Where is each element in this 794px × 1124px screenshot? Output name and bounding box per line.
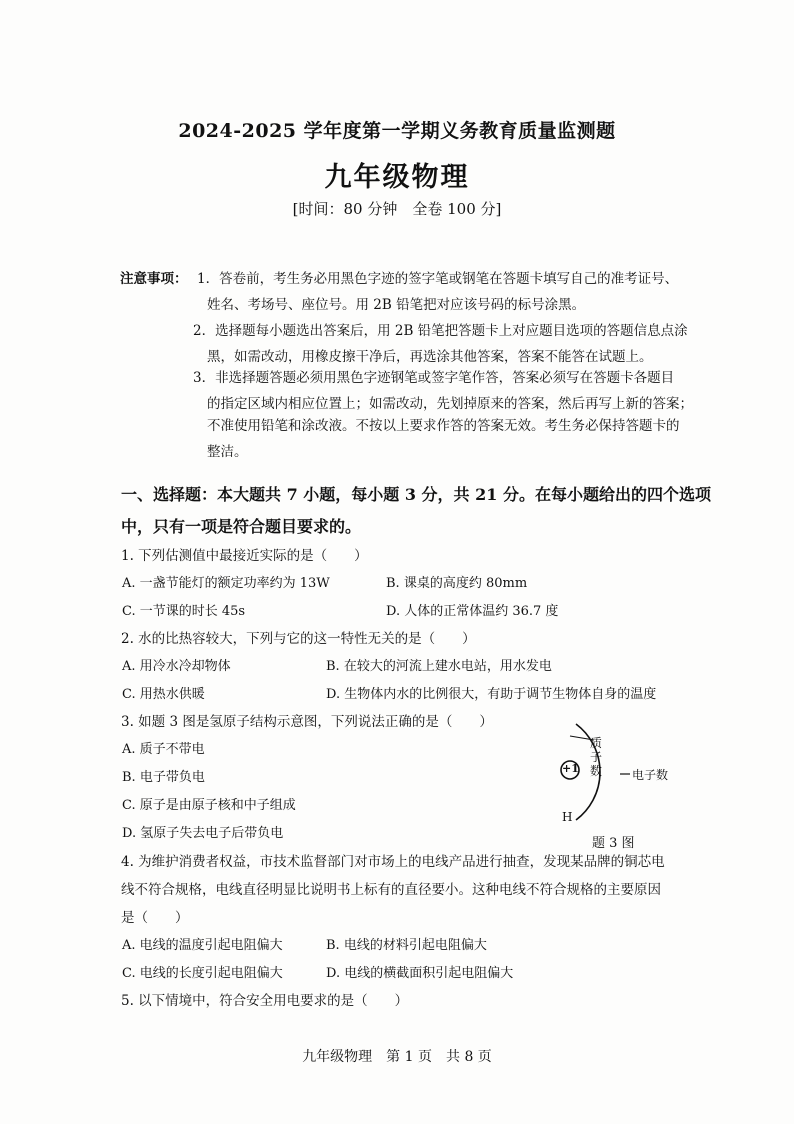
- question-1-option-d: D. 人体的正常体温约 36.7 度: [386, 604, 559, 619]
- question-4-option-d: D. 电线的横截面积引起电阻偏大: [326, 966, 514, 981]
- note-3-line-4: 整洁。: [207, 444, 248, 460]
- nucleus-charge: +1: [562, 762, 579, 775]
- electron-number-label: 电子数: [632, 768, 669, 782]
- question-1-stem: 1. 下列估测值中最接近实际的是（ ）: [121, 548, 368, 564]
- note-1-line-2: 姓名、考场号、座位号。用 2B 铅笔把对应该号码的标号涂黑。: [207, 297, 586, 313]
- question-4-option-b: B. 电线的材料引起电阻偏大: [326, 938, 487, 953]
- figure-caption: 题 3 图: [592, 836, 635, 851]
- section-1-heading-line-1: 一、选择题：本大题共 7 小题，每小题 3 分，共 21 分。在每小题给出的四个选项: [121, 485, 711, 504]
- question-1-option-b: B. 课桌的高度约 80mm: [386, 576, 528, 591]
- note-3-line-3: 不准使用铅笔和涂改液。不按以上要求作答的答案无效。考生务必保持答题卡的: [207, 418, 680, 434]
- question-1-option-c: C. 一节课的时长 45s: [122, 604, 246, 619]
- question-2-option-c: C. 用热水供暖: [122, 687, 205, 702]
- proton-number-label: 质子数: [590, 736, 603, 778]
- question-3-option-b: B. 电子带负电: [122, 770, 205, 785]
- exam-time-info: [时间：80 分钟 全卷 100 分]: [292, 200, 502, 218]
- question-2-stem: 2. 水的比热容较大，下列与它的这一特性无关的是（ ）: [121, 631, 476, 647]
- note-3-line-2: 的指定区域内相应位置上；如需改动，先划掉原来的答案，然后再写上新的答案；: [207, 396, 693, 412]
- question-4-stem-line-1: 4. 为维护消费者权益，市技术监督部门对市场上的电线产品进行抽查，发现某品牌的铜芯电: [121, 854, 665, 870]
- exam-subject: 九年级物理: [324, 162, 470, 193]
- note-1-line-1: 1．答卷前，考生务必用黑色字迹的签字笔或钢笔在答题卡填写自己的准考证号、: [197, 271, 679, 287]
- question-2-option-b: B. 在较大的河流上建水电站，用水发电: [326, 659, 552, 674]
- exam-title: 2024-2025 学年度第一学期义务教育质量监测题: [178, 120, 616, 142]
- question-3-stem: 3. 如题 3 图是氢原子结构示意图，下列说法正确的是（ ）: [121, 714, 493, 730]
- section-1-heading-line-2: 中，只有一项是符合题目要求的。: [121, 517, 362, 536]
- question-2-option-a: A. 用冷水冷却物体: [122, 659, 231, 674]
- question-4-option-a: A. 电线的温度引起电阻偏大: [122, 938, 283, 953]
- note-2-line-2: 黑，如需改动，用橡皮擦干净后，再选涂其他答案，答案不能答在试题上。: [207, 349, 653, 365]
- question-4-stem-line-2: 线不符合规格，电线直径明显比说明书上标有的直径要小。这种电线不符合规格的主要原因: [121, 882, 661, 898]
- question-3-option-c: C. 原子是由原子核和中子组成: [122, 798, 296, 813]
- question-3-option-d: D. 氢原子失去电子后带负电: [122, 826, 284, 841]
- note-3-line-1: 3．非选择题答题必须用黑色字迹钢笔或签字笔作答，答案必须写在答题卡各题目: [193, 370, 675, 386]
- hydrogen-atom-figure: [548, 716, 708, 852]
- question-5-stem: 5. 以下情境中，符合安全用电要求的是（ ）: [121, 993, 409, 1009]
- atom-symbol: H: [562, 810, 573, 824]
- page-footer: 九年级物理 第 1 页 共 8 页: [302, 1049, 492, 1065]
- question-4-stem-line-3: 是（ ）: [121, 910, 189, 926]
- question-3-option-a: A. 质子不带电: [122, 742, 205, 757]
- note-2-line-1: 2．选择题每小题选出答案后，用 2B 铅笔把答题卡上对应题目选项的答题信息点涂: [193, 323, 688, 339]
- notes-label: 注意事项：: [120, 271, 188, 287]
- question-1-option-a: A. 一盏节能灯的额定功率约为 13W: [122, 576, 330, 591]
- question-4-option-c: C. 电线的长度引起电阻偏大: [122, 966, 283, 981]
- question-2-option-d: D. 生物体内水的比例很大，有助于调节生物体自身的温度: [326, 687, 657, 702]
